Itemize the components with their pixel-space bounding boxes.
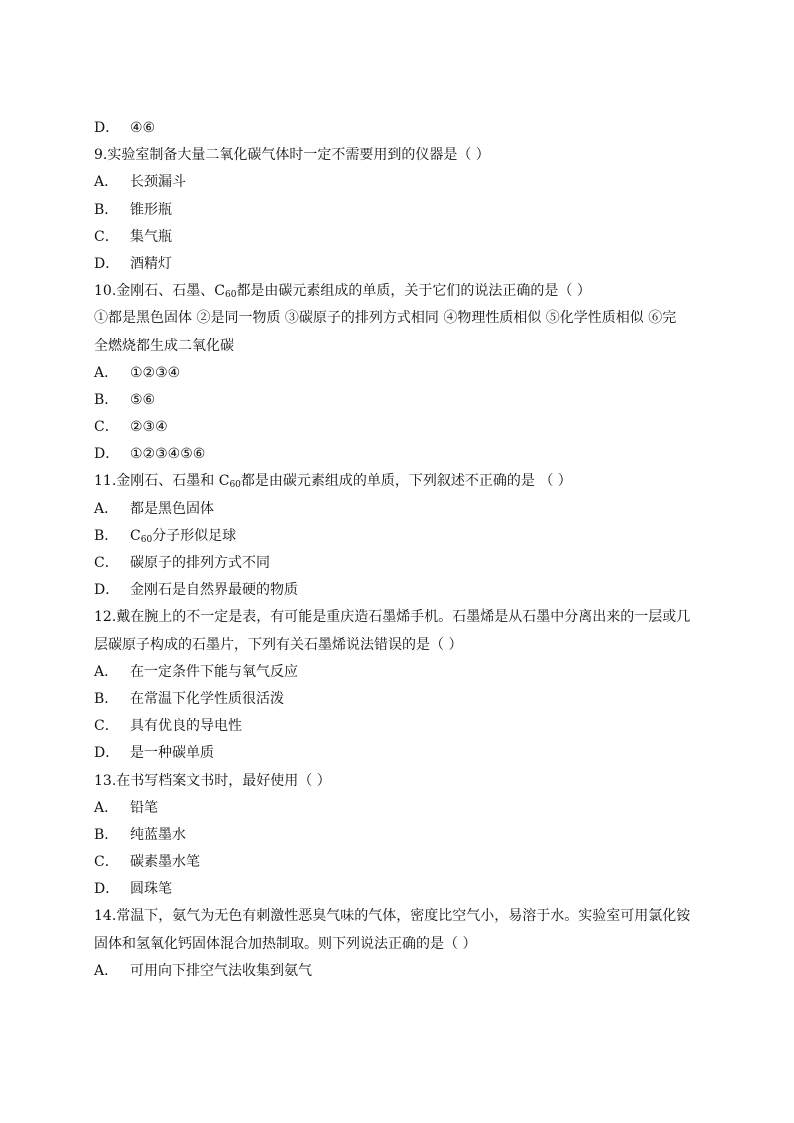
option-letter: D．	[94, 446, 120, 463]
option-text-part: C	[130, 527, 141, 544]
option-text: 集气瓶	[130, 228, 172, 245]
option-letter: A．	[94, 500, 119, 517]
q13-option-a	[94, 795, 706, 822]
option-text: 都是黑色固体	[130, 500, 214, 517]
option-text: 在一定条件下能与氧气反应	[130, 663, 298, 680]
q11-stem	[94, 468, 706, 495]
option-letter: B．	[94, 690, 119, 707]
q13-option-b	[94, 822, 706, 849]
option-letter: A．	[94, 174, 119, 191]
option-text: ④⑥	[130, 120, 156, 136]
option-letter: C．	[94, 555, 119, 571]
option-letter: C．	[94, 419, 119, 436]
option-letter: D．	[94, 881, 120, 898]
document-page	[94, 115, 706, 985]
stem-part: 11.金刚石、石墨和 C	[94, 473, 230, 490]
option-text: ②③④	[130, 419, 168, 436]
q11-option-c	[94, 550, 706, 577]
option-text: 锥形瓶	[130, 201, 172, 218]
q11-option-b	[94, 523, 706, 550]
option-letter: C．	[94, 854, 119, 871]
option-letter: A．	[94, 364, 119, 381]
q9-option-b	[94, 197, 706, 224]
q14-stem-line-2: 固体和氢氧化钙固体混合加热制取。则下列说法正确的是（ ）	[94, 935, 477, 952]
option-letter: B．	[94, 826, 119, 843]
option-text: 碳原子的排列方式不同	[130, 555, 270, 571]
option-letter: D．	[94, 745, 120, 762]
option-letter: A．	[94, 663, 119, 680]
q10-option-c	[94, 414, 706, 441]
q12-option-a	[94, 659, 706, 686]
subscript: 60	[140, 534, 153, 545]
q14-stem-line-1: 14.常温下，氨气为无色有刺激性恶臭气味的气体，密度比空气小，易溶于水。实验室可用氯化铵	[94, 908, 691, 925]
option-letter: A．	[94, 962, 119, 979]
q13-stem: 13.在书写档案文书时，最好使用（ ）	[94, 772, 331, 789]
q12-option-c	[94, 713, 706, 740]
option-text: 是一种碳单质	[130, 745, 214, 762]
q10-statement-list-line-1: ①都是黑色固体 ②是同一物质 ③碳原子的排列方式相同 ④物理性质相似 ⑤化学性质相似 ⑥完	[94, 310, 677, 327]
option-text: ①②③④⑤⑥	[130, 446, 206, 463]
q10-stem	[94, 278, 706, 305]
q9-option-d	[94, 251, 706, 278]
q10-option-a	[94, 360, 706, 387]
option-letter: D．	[94, 120, 120, 136]
option-text: 可用向下排空气法收集到氨气	[130, 962, 312, 979]
q14-option-a	[94, 958, 706, 985]
q9-option-c	[94, 224, 706, 251]
q13-option-d	[94, 876, 706, 903]
stem-part: 10.金刚石、石墨、C	[94, 283, 225, 300]
q12-stem-line-2: 层碳原子构成的石墨片，下列有关石墨烯说法错误的是（ ）	[94, 636, 463, 653]
option-letter: B．	[94, 201, 119, 218]
option-letter: D．	[94, 582, 120, 599]
stem-part: 都是由碳元素组成的单质，关于它们的说法正确的是（ ）	[236, 283, 591, 300]
q12-option-b	[94, 686, 706, 713]
q12-stem-line-1: 12.戴在腕上的不一定是表，有可能是重庆造石墨烯手机。石墨烯是从石墨中分离出来的一层或几	[94, 609, 691, 626]
subscript: 60	[224, 290, 237, 301]
q11-option-d	[94, 577, 706, 604]
option-text: 纯蓝墨水	[130, 826, 186, 843]
q11-option-a	[94, 496, 706, 523]
option-text: 酒精灯	[130, 255, 172, 272]
option-text: 金刚石是自然界最硬的物质	[130, 582, 298, 599]
option-text: 圆珠笔	[130, 881, 172, 898]
q10-option-b	[94, 387, 706, 414]
option-text: ⑤⑥	[130, 391, 156, 408]
option-text: 碳素墨水笔	[130, 854, 200, 871]
option-letter: C．	[94, 228, 119, 245]
q10-statement-list-line-2: 全燃烧都生成二氧化碳	[94, 337, 234, 354]
option-text: ①②③④	[130, 364, 181, 381]
option-letter: B．	[94, 527, 119, 544]
option-letter: D．	[94, 255, 120, 272]
option-text: 具有优良的导电性	[130, 718, 242, 735]
option-text: 在常温下化学性质很活泼	[130, 690, 284, 707]
q10-option-d	[94, 441, 706, 468]
q12-option-d	[94, 740, 706, 767]
option-letter: B．	[94, 391, 119, 408]
option-text: 铅笔	[130, 799, 158, 816]
subscript: 60	[229, 480, 241, 491]
option-text: 长颈漏斗	[130, 174, 186, 191]
option-text-part: 分子形似足球	[152, 527, 237, 544]
option-letter: C．	[94, 718, 119, 735]
q8-option-d	[94, 115, 706, 142]
q9-stem: 9.实验室制备大量二氧化碳气体时一定不需要用到的仪器是（ ）	[94, 147, 490, 164]
q13-option-c	[94, 849, 706, 876]
q9-option-a	[94, 169, 706, 196]
stem-part: 都是由碳元素组成的单质，下列叙述不正确的是 （ ）	[240, 473, 572, 490]
option-letter: A．	[94, 799, 119, 816]
